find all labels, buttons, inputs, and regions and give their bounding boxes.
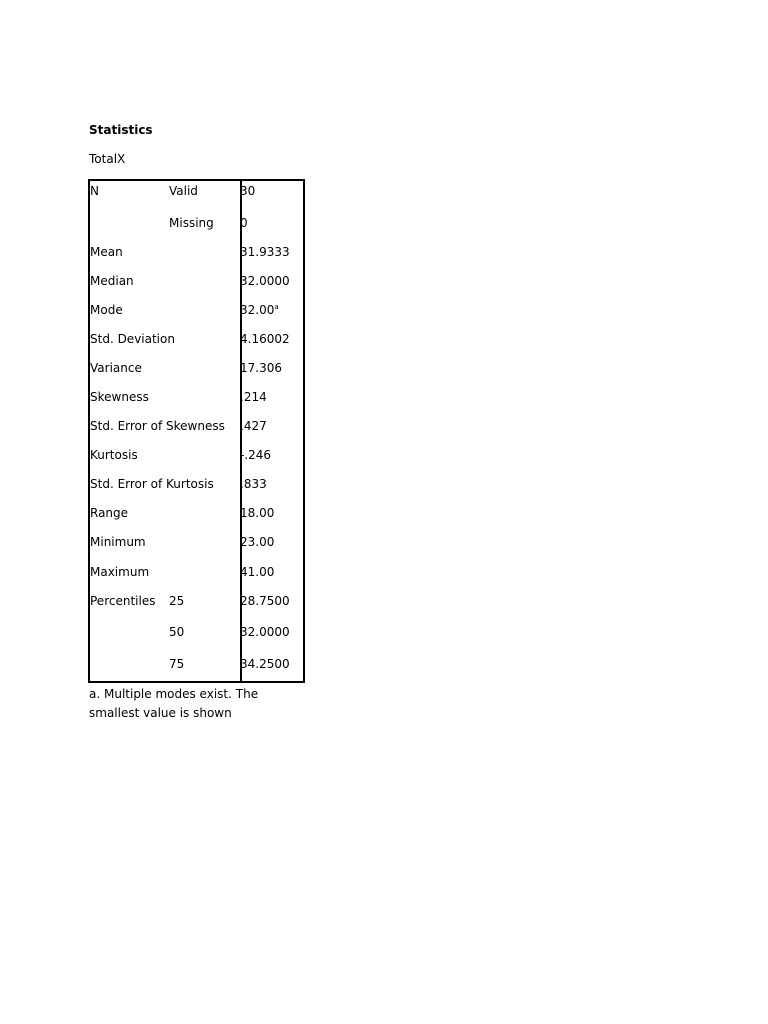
stat-value [240, 183, 255, 199]
footnote-marker: a [274, 303, 279, 311]
stat-sublabel: 75 [169, 657, 185, 671]
stat-label: Kurtosis [90, 448, 138, 462]
stat-value [240, 331, 290, 347]
stat-label: Range [90, 506, 129, 520]
stat-value [240, 273, 290, 289]
stat-label: Minimum [90, 535, 146, 549]
stat-label: Percentiles [90, 594, 156, 608]
stat-value-text: 0 [240, 216, 248, 230]
stat-label: Std. Error of Skewness [90, 419, 225, 433]
stat-value [240, 476, 267, 492]
stat-value [240, 389, 267, 405]
stat-value-text: 34.2500 [240, 657, 290, 671]
stat-value-text: 17.306 [240, 361, 282, 375]
stat-sublabel: Missing [169, 216, 214, 230]
stat-value [240, 418, 267, 434]
stat-value-text: 32.0000 [240, 274, 290, 288]
stat-value-text: 31.9333 [240, 245, 290, 259]
stat-label: Std. Error of Kurtosis [90, 477, 214, 491]
stat-value-text: 28.7500 [240, 594, 290, 608]
stat-value-text: 32.0000 [240, 625, 290, 639]
stat-value [240, 656, 290, 672]
stat-value [240, 593, 290, 609]
stat-sublabel: Valid [169, 184, 198, 198]
stat-value [240, 244, 290, 260]
stat-value-text: 18.00 [240, 506, 275, 520]
stat-value [240, 624, 290, 640]
stat-value-text: 32.00 [240, 303, 275, 317]
stat-label: Maximum [90, 565, 150, 579]
stat-value [240, 564, 274, 580]
stat-value-text: .214 [240, 390, 267, 404]
stat-label: Mode [90, 303, 123, 317]
stat-value-text: 30 [240, 184, 256, 198]
stat-label: Mean [90, 245, 123, 259]
stat-value-text: 4.16002 [240, 332, 290, 346]
stat-label: Median [90, 274, 134, 288]
stat-label: N [90, 184, 99, 198]
stat-value [240, 505, 274, 521]
stat-value-text: 41.00 [240, 565, 275, 579]
stat-sublabel: 50 [169, 625, 185, 639]
page-title: Statistics [89, 123, 153, 137]
stat-value-text: .833 [240, 477, 267, 491]
stat-label: Std. Deviation [90, 332, 175, 346]
stat-value-text: -.246 [240, 448, 272, 462]
stat-value-text: 23.00 [240, 535, 275, 549]
stat-value [240, 447, 271, 463]
stat-sublabel: 25 [169, 594, 185, 608]
stat-label: Variance [90, 361, 142, 375]
variable-name: TotalX [89, 152, 126, 166]
stat-value-text: .427 [240, 419, 267, 433]
stat-label: Skewness [90, 390, 149, 404]
stat-value [240, 534, 274, 550]
stat-value [240, 360, 282, 376]
stat-value [240, 215, 248, 231]
stat-value [240, 302, 279, 318]
statistics-table [88, 179, 305, 683]
table-footnote: a. Multiple modes exist. The smallest value is shown [89, 687, 259, 720]
